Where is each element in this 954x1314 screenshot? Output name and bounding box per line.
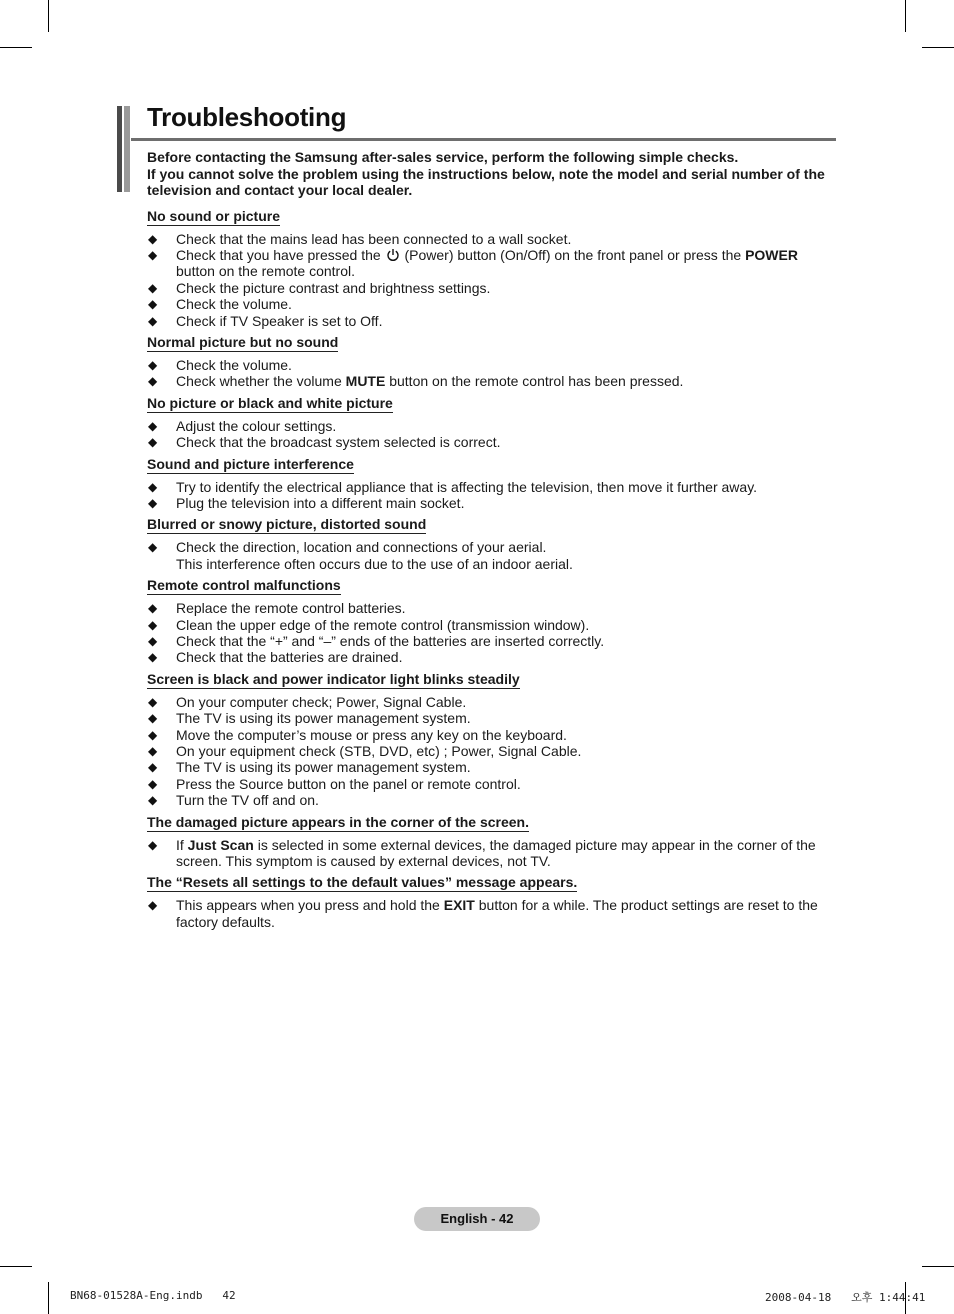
list-item (147, 357, 837, 373)
item-text: is selected in some external devices, the damaged picture may appear in the corner of the screen. This symptom is caused by external devices, not TV. (176, 836, 816, 870)
section-heading: The “Resets all settings to the default values” message appears. (147, 874, 578, 891)
item-text: Try to identify the electrical appliance that is affecting the television, then move it further away. (176, 478, 758, 495)
troubleshooting-sections (147, 203, 837, 931)
list-item (147, 247, 837, 280)
troubleshooting-section (147, 869, 837, 930)
bullet-list (147, 694, 837, 809)
item-text: If (176, 836, 184, 853)
item-text: button for a while. The product settings are reset to the factory defaults. (176, 897, 818, 930)
bullet-diamond-icon: ◆ (148, 776, 158, 791)
bullet-list (147, 357, 837, 390)
title-bar-light (124, 106, 130, 192)
list-item (147, 296, 837, 312)
page-title: Troubleshooting (147, 102, 347, 132)
crop-mark (905, 0, 906, 32)
crop-mark (48, 0, 49, 32)
bullet-list (147, 897, 837, 930)
title-decoration (117, 106, 131, 192)
bullet-diamond-icon: ◆ (148, 793, 158, 808)
bullet-diamond-icon: ◆ (148, 634, 158, 648)
crop-mark (48, 1282, 49, 1314)
troubleshooting-section (147, 451, 837, 512)
list-item (147, 776, 837, 792)
item-keyword: MUTE (345, 373, 386, 390)
item-text: Check that the batteries are drained. (176, 649, 403, 666)
item-text: Check whether the volume (176, 373, 342, 390)
item-text: Check the picture contrast and brightness settings. (176, 279, 491, 296)
troubleshooting-section (147, 572, 837, 666)
list-item (147, 633, 837, 649)
item-text: On your computer check; Power, Signal Cable. (176, 693, 467, 710)
list-item (147, 837, 837, 870)
item-text: Clean the upper edge of the remote control (transmission window). (176, 616, 590, 633)
bullet-diamond-icon: ◆ (148, 297, 158, 312)
bullet-diamond-icon: ◆ (148, 760, 158, 775)
item-text: Check if TV Speaker is set to Off. (176, 312, 383, 329)
list-item (147, 727, 837, 743)
item-text: This appears when you press and hold the (176, 897, 440, 914)
section-heading: No picture or black and white picture (147, 394, 393, 411)
list-item (147, 280, 837, 296)
bullet-diamond-icon: ◆ (148, 694, 158, 709)
list-item (147, 759, 837, 775)
crop-mark (0, 47, 32, 48)
bullet-list (147, 539, 837, 572)
bullet-diamond-icon: ◆ (148, 727, 158, 742)
bullet-list (147, 479, 837, 512)
bullet-diamond-icon: ◆ (148, 479, 158, 494)
title-bar-dark (117, 106, 122, 192)
bullet-diamond-icon: ◆ (148, 313, 158, 328)
list-item (147, 373, 837, 389)
troubleshooting-section (147, 809, 837, 870)
bullet-diamond-icon: ◆ (148, 617, 158, 632)
item-text: Check that the broadcast system selected is correct. (176, 434, 501, 451)
bullet-diamond-icon: ◆ (148, 540, 158, 555)
item-text: Check the volume. (176, 356, 292, 373)
item-text: button on the remote control. (176, 263, 355, 280)
item-continuation: This interference often occurs due to the use of an indoor aerial. (176, 555, 573, 572)
power-icon (386, 248, 400, 262)
footer-file-info: BN68-01528A-Eng.indb 42 (70, 1289, 236, 1302)
troubleshooting-section (147, 666, 837, 809)
item-text: Check that the “+” and “–” ends of the batteries are inserted correctly. (176, 633, 605, 649)
section-heading: Remote control malfunctions (147, 577, 341, 594)
list-item (147, 710, 837, 726)
title-rule (131, 138, 836, 141)
bullet-list (147, 418, 837, 451)
list-item (147, 539, 837, 572)
bullet-diamond-icon: ◆ (148, 744, 158, 759)
intro-line-1: Before contacting the Samsung after-sales service, perform the following simple checks. (147, 149, 739, 165)
intro (147, 149, 837, 199)
list-item (147, 649, 837, 665)
list-item (147, 600, 837, 616)
bullet-list (147, 837, 837, 870)
item-keyword: POWER (745, 246, 798, 263)
item-text: Check the volume. (176, 296, 292, 313)
list-item (147, 434, 837, 450)
footer-timestamp: 2008-04-18 오후 1:44:41 (765, 1291, 926, 1304)
page-number-badge: English - 42 (414, 1207, 540, 1231)
item-text: The TV is using its power management system. (176, 710, 471, 727)
item-text: The TV is using its power management system. (176, 759, 471, 776)
item-text: Plug the television into a different main socket. (176, 494, 465, 511)
section-heading: No sound or picture (147, 207, 280, 224)
troubleshooting-section (147, 390, 837, 451)
item-text: button on the remote control has been pressed. (389, 373, 684, 390)
list-item (147, 495, 837, 511)
crop-mark (0, 1266, 32, 1267)
item-text: (Power) button (On/Off) on the front panel or press the (404, 246, 742, 263)
item-text: Replace the remote control batteries. (176, 600, 406, 617)
item-keyword: Just Scan (187, 836, 254, 853)
content (147, 149, 837, 930)
section-heading: Sound and picture interference (147, 455, 354, 472)
item-text: On your equipment check (STB, DVD, etc) ; Power, Signal Cable. (176, 743, 582, 760)
list-item (147, 418, 837, 434)
item-text: Move the computer’s mouse or press any key on the keyboard. (176, 726, 567, 743)
bullet-diamond-icon: ◆ (148, 650, 158, 665)
bullet-diamond-icon: ◆ (148, 231, 158, 246)
bullet-diamond-icon: ◆ (148, 247, 158, 262)
list-item (147, 479, 837, 495)
bullet-diamond-icon: ◆ (148, 374, 158, 389)
section-heading: Normal picture but no sound (147, 333, 339, 350)
list-item (147, 313, 837, 329)
section-heading: Blurred or snowy picture, distorted sound (147, 516, 427, 533)
bullet-diamond-icon: ◆ (148, 601, 158, 616)
list-item (147, 792, 837, 808)
list-item (147, 231, 837, 247)
bullet-diamond-icon: ◆ (148, 435, 158, 450)
bullet-diamond-icon: ◆ (148, 898, 158, 913)
crop-mark (922, 1266, 954, 1267)
section-heading: The damaged picture appears in the corner of the screen. (147, 813, 529, 830)
item-keyword: EXIT (443, 897, 475, 914)
list-item (147, 897, 837, 930)
item-text: Check that you have pressed the (176, 246, 381, 263)
bullet-diamond-icon: ◆ (148, 711, 158, 726)
bullet-list (147, 231, 837, 329)
item-text: Turn the TV off and on. (176, 792, 319, 809)
troubleshooting-section (147, 329, 837, 390)
item-text: Check the direction, location and connections of your aerial. (176, 539, 547, 556)
list-item (147, 694, 837, 710)
item-text: Press the Source button on the panel or remote control. (176, 775, 521, 792)
bullet-diamond-icon: ◆ (148, 418, 158, 433)
item-text: Check that the mains lead has been connected to a wall socket. (176, 230, 572, 247)
troubleshooting-section (147, 511, 837, 572)
troubleshooting-section (147, 203, 837, 329)
bullet-diamond-icon: ◆ (148, 837, 158, 852)
bullet-list (147, 600, 837, 666)
section-heading: Screen is black and power indicator light blinks steadily (147, 670, 520, 687)
crop-mark (922, 47, 954, 48)
bullet-diamond-icon: ◆ (148, 357, 158, 372)
item-text: Adjust the colour settings. (176, 417, 337, 434)
list-item (147, 743, 837, 759)
bullet-diamond-icon: ◆ (148, 495, 158, 510)
list-item (147, 617, 837, 633)
bullet-diamond-icon: ◆ (148, 280, 158, 295)
intro-line-2: If you cannot solve the problem using the instructions below, note the model and serial number of the television and contact your local dealer. (147, 165, 825, 198)
